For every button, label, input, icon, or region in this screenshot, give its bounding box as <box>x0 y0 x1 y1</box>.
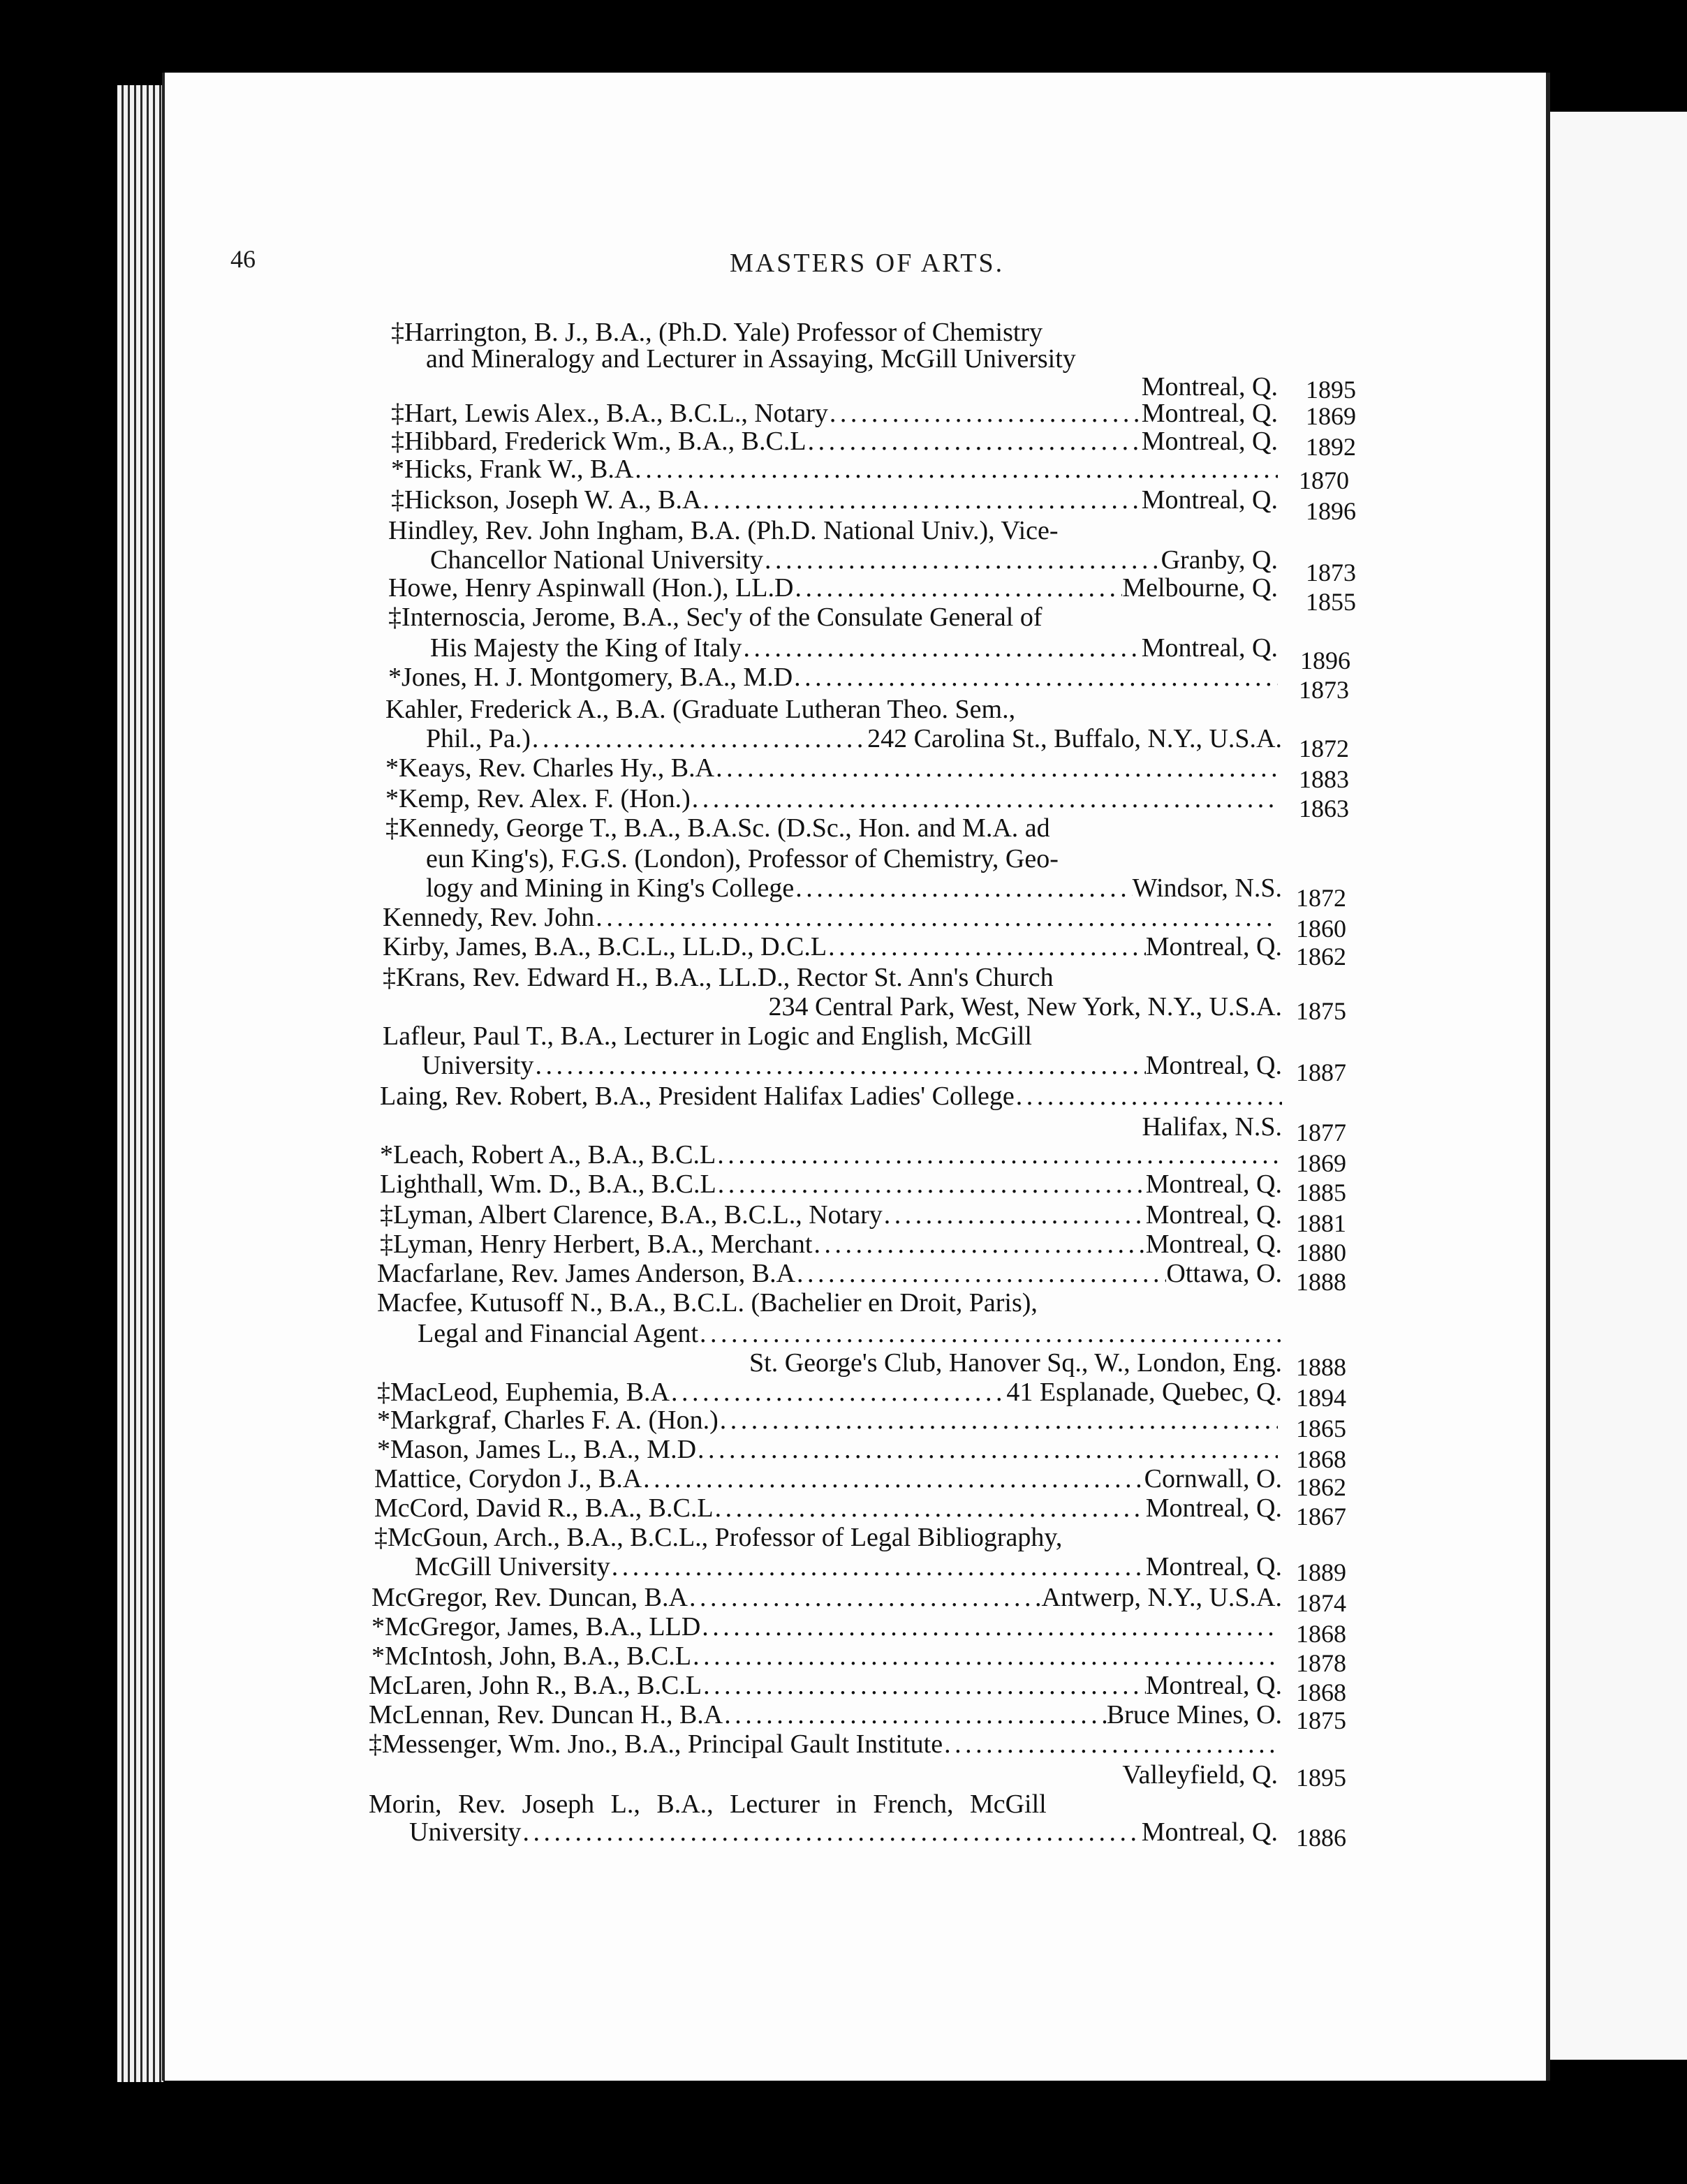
leader-dots <box>719 1403 1278 1437</box>
page-edge-stack <box>117 85 163 2082</box>
entry-line <box>409 1815 1278 1849</box>
entry-year: 1888 <box>1296 1268 1346 1296</box>
entry-year: 1855 <box>1306 588 1356 616</box>
entry-line <box>383 930 1282 964</box>
entry-name: University <box>422 1051 534 1080</box>
entry-line <box>383 901 1278 934</box>
entry-place: Montreal, Q. <box>1145 1671 1282 1700</box>
entry-name: *Markgraf, Charles F. A. (Hon.) <box>377 1405 719 1435</box>
entry-line <box>380 1167 1282 1201</box>
entry-line <box>422 1049 1282 1082</box>
entry-place: Windsor, N.S. <box>1132 873 1282 903</box>
entry-line: Hindley, Rev. John Ingham, B.A. (Ph.D. National Univ.), Vice- <box>388 516 1059 545</box>
leader-dots <box>633 452 1278 486</box>
entry-name: His Majesty the King of Italy <box>430 633 742 663</box>
entry-place: Montreal, Q. <box>1141 427 1278 456</box>
entry-line <box>385 751 1278 785</box>
entry-place: Montreal, Q. <box>1141 633 1278 663</box>
entry-line <box>380 1138 1282 1172</box>
entry-line <box>385 782 1278 816</box>
leader-dots <box>688 1581 1042 1614</box>
leader-dots <box>531 722 867 755</box>
entry-year: 1883 <box>1299 765 1349 793</box>
entry-name: *Jones, H. J. Montgomery, B.A., M.D <box>388 663 793 692</box>
entry-name: Chancellor National University <box>430 545 763 575</box>
entry-line <box>377 1257 1282 1290</box>
entry-year: 1874 <box>1296 1589 1346 1617</box>
leader-dots <box>793 661 1278 694</box>
entry-year: 1875 <box>1296 1706 1346 1734</box>
entry-year: 1896 <box>1306 497 1356 525</box>
entry-year: 1870 <box>1299 466 1349 494</box>
entry-year: 1875 <box>1296 997 1346 1025</box>
entry-name: McLaren, John R., B.A., B.C.L <box>369 1671 702 1700</box>
entry-place: Halifax, N.S. <box>1142 1112 1282 1142</box>
entry-line <box>377 1433 1278 1466</box>
entry-place: Montreal, Q. <box>1145 1552 1282 1581</box>
leader-dots <box>794 871 1132 905</box>
entry-name: McLennan, Rev. Duncan H., B.A <box>369 1700 723 1729</box>
entry-line <box>380 1079 1282 1113</box>
entry-year: 1881 <box>1296 1209 1346 1237</box>
entry-line: ‡Krans, Rev. Edward H., B.A., LL.D., Rector St. Ann's Church <box>383 963 1054 992</box>
entry-name: ‡Hibbard, Frederick Wm., B.A., B.C.L <box>391 427 806 456</box>
entry-year: 1873 <box>1306 559 1356 586</box>
entry-place: Granby, Q. <box>1161 545 1278 575</box>
leader-dots <box>723 1698 1107 1732</box>
entry-name: *McGregor, James, B.A., LLD <box>371 1612 701 1641</box>
entry-name: ‡Lyman, Henry Herbert, B.A., Merchant <box>380 1230 813 1259</box>
entry-year: 1872 <box>1299 735 1349 762</box>
leader-dots <box>696 1433 1278 1466</box>
entry-place: Montreal, Q. <box>1141 372 1278 401</box>
entry-place: Montreal, Q. <box>1145 1051 1282 1080</box>
entry-year: 1885 <box>1296 1179 1346 1207</box>
entry-name: ‡Hart, Lewis Alex., B.A., B.C.L., Notary <box>391 399 828 428</box>
entry-place: Valleyfield, Q. <box>1122 1760 1278 1790</box>
entry-line <box>391 452 1278 486</box>
entry-name: Mattice, Corydon J., B.A <box>374 1464 642 1493</box>
entry-place: Antwerp, N.Y., U.S.A. <box>1041 1583 1282 1612</box>
entry-line: Morin, Rev. Joseph L., B.A., Lecturer in French, McGill <box>369 1790 1047 1819</box>
entry-name: *Mason, James L., B.A., M.D <box>377 1435 697 1464</box>
entry-name: McCord, David R., B.A., B.C.L <box>374 1493 714 1523</box>
entry-year: 1895 <box>1296 1764 1346 1792</box>
leader-dots <box>702 1669 1146 1702</box>
entry-place: Cornwall, O. <box>1144 1464 1282 1493</box>
entry-name: McGill University <box>415 1552 610 1581</box>
entry-name: Kennedy, Rev. John <box>383 903 595 932</box>
entry-name: Phil., Pa.) <box>426 724 531 753</box>
entry-place: Montreal, Q. <box>1141 399 1278 428</box>
facing-page-edge <box>1547 112 1687 2060</box>
entry-name: logy and Mining in King's College <box>426 873 795 903</box>
entry-name: *Kemp, Rev. Alex. F. (Hon.) <box>385 784 691 813</box>
entry-year: 1867 <box>1296 1503 1346 1530</box>
entry-name: University <box>409 1817 522 1847</box>
leader-dots <box>716 1138 1282 1172</box>
entry-line: ‡Harrington, B. J., B.A., (Ph.D. Yale) Professor of Chemistry <box>391 318 1043 347</box>
entry-line <box>371 1639 1278 1673</box>
entry-place: Montreal, Q. <box>1145 1170 1282 1199</box>
entry-line <box>426 871 1282 905</box>
entry-place: Montreal, Q. <box>1145 1200 1282 1230</box>
entry-place: Montreal, Q. <box>1141 1817 1278 1847</box>
entry-name: *Keays, Rev. Charles Hy., B.A <box>385 753 715 783</box>
entry-name: ‡Hickson, Joseph W. A., B.A <box>391 485 702 515</box>
entry-line <box>418 1317 1282 1350</box>
entry-line <box>388 661 1278 694</box>
entry-name: Howe, Henry Aspinwall (Hon.), LL.D <box>388 573 794 603</box>
entry-name: Lighthall, Wm. D., B.A., B.C.L <box>380 1170 716 1199</box>
entry-name: *Hicks, Frank W., B.A <box>391 455 634 484</box>
entry-place: Montreal, Q. <box>1145 1230 1282 1259</box>
entry-line <box>369 1727 1274 1761</box>
entry-line <box>380 1198 1282 1232</box>
entry-place: Bruce Mines, O. <box>1106 1700 1282 1729</box>
entry-place: St. George's Club, Hanover Sq., W., London, Eng. <box>749 1348 1282 1378</box>
entry-line: ‡Kennedy, George T., B.A., B.A.Sc. (D.Sc., Hon. and M.A. ad <box>385 813 1050 843</box>
entry-name: Kirby, James, B.A., B.C.L., LL.D., D.C.L <box>383 932 827 961</box>
entry-year: 1873 <box>1299 676 1349 704</box>
entry-year: 1887 <box>1296 1058 1346 1086</box>
entry-place: 234 Central Park, West, New York, N.Y., U.S.A. <box>768 992 1282 1021</box>
leader-dots <box>533 1049 1145 1082</box>
entry-line: Kahler, Frederick A., B.A. (Graduate Lutheran Theo. Sem., <box>385 695 1016 724</box>
entry-year: 1869 <box>1306 402 1356 430</box>
entry-line <box>374 1491 1282 1525</box>
leader-dots <box>521 1815 1141 1849</box>
entry-year: 1888 <box>1296 1353 1346 1381</box>
entry-line <box>369 1669 1282 1702</box>
leader-dots <box>883 1198 1146 1232</box>
entry-name: McGregor, Rev. Duncan, B.A <box>371 1583 688 1612</box>
entry-line: and Mineralogy and Lecturer in Assaying, McGill University <box>426 344 1076 374</box>
entry-place: Montreal, Q. <box>1141 485 1278 515</box>
entry-year: 1892 <box>1306 433 1356 461</box>
entry-name: Laing, Rev. Robert, B.A., President Halifax Ladies' College <box>380 1082 1015 1111</box>
entry-place: 242 Carolina St., Buffalo, N.Y., U.S.A. <box>867 724 1282 753</box>
entry-year: 1878 <box>1296 1649 1346 1677</box>
leader-dots <box>698 1317 1282 1350</box>
entry-year: 1895 <box>1306 376 1356 404</box>
entry-year: 1896 <box>1300 647 1350 674</box>
entry-line <box>430 631 1278 665</box>
entry-place: Montreal, Q. <box>1145 932 1282 961</box>
entry-year: 1868 <box>1296 1678 1346 1706</box>
entry-line <box>415 1550 1282 1584</box>
entry-name: Macfarlane, Rev. James Anderson, B.A <box>377 1259 796 1288</box>
leader-dots <box>594 901 1278 934</box>
entry-year: 1869 <box>1296 1149 1346 1177</box>
entry-line: Macfee, Kutusoff N., B.A., B.C.L. (Bachelier en Droit, Paris), <box>377 1288 1038 1318</box>
entry-line <box>371 1610 1278 1644</box>
entry-line <box>374 1462 1282 1496</box>
leader-dots <box>793 571 1122 605</box>
entry-line <box>380 1227 1282 1261</box>
leader-dots <box>610 1550 1146 1584</box>
leader-dots <box>943 1727 1274 1761</box>
entry-line <box>377 1403 1278 1437</box>
entry-name: *McIntosh, John, B.A., B.C.L <box>371 1641 692 1671</box>
leader-dots <box>795 1257 1166 1290</box>
entry-year: 1863 <box>1299 795 1349 822</box>
entry-line <box>371 1581 1282 1614</box>
leader-dots <box>827 930 1146 964</box>
leader-dots <box>642 1462 1144 1496</box>
entry-year: 1860 <box>1296 915 1346 943</box>
running-head: MASTERS OF ARTS. <box>730 249 1005 278</box>
leader-dots <box>701 483 1141 517</box>
leader-dots <box>1015 1079 1282 1113</box>
entry-place: Montreal, Q. <box>1145 1493 1282 1523</box>
leader-dots <box>700 1610 1278 1644</box>
entry-name: *Leach, Robert A., B.A., B.C.L <box>380 1140 716 1170</box>
entry-year: 1868 <box>1296 1620 1346 1648</box>
entry-year: 1889 <box>1296 1558 1346 1586</box>
leader-dots <box>714 1491 1146 1525</box>
entry-line: Lafleur, Paul T., B.A., Lecturer in Logic and English, McGill <box>383 1021 1032 1051</box>
entry-line <box>426 722 1282 755</box>
entry-year: 1894 <box>1296 1384 1346 1412</box>
leader-dots <box>691 1639 1278 1673</box>
entry-year: 1880 <box>1296 1239 1346 1267</box>
entry-line <box>388 571 1278 605</box>
entry-year: 1872 <box>1296 884 1346 912</box>
entry-year: 1877 <box>1296 1119 1346 1146</box>
entry-line <box>391 483 1278 517</box>
leader-dots <box>812 1227 1145 1261</box>
entry-line: eun King's), F.G.S. (London), Professor of Chemistry, Geo- <box>426 844 1059 873</box>
leader-dots <box>714 751 1278 785</box>
entry-place: Ottawa, O. <box>1166 1259 1282 1288</box>
leader-dots <box>716 1167 1146 1201</box>
entry-place: 41 Esplanade, Quebec, Q. <box>1006 1378 1282 1407</box>
page-number: 46 <box>230 245 256 273</box>
entry-place: Melbourne, Q. <box>1122 573 1278 603</box>
entry-year: 1862 <box>1296 1473 1346 1501</box>
leader-dots <box>691 782 1278 816</box>
entry-name: ‡Messenger, Wm. Jno., B.A., Principal Gault Institute <box>369 1729 943 1759</box>
entry-name: Legal and Financial Agent <box>418 1319 699 1348</box>
entry-year: 1886 <box>1296 1824 1346 1852</box>
entry-line <box>369 1698 1282 1732</box>
entry-name: ‡Lyman, Albert Clarence, B.A., B.C.L., Notary <box>380 1200 883 1230</box>
entry-name: ‡MacLeod, Euphemia, B.A <box>377 1378 670 1407</box>
entry-line: ‡McGoun, Arch., B.A., B.C.L., Professor of Legal Bibliography, <box>374 1523 1063 1552</box>
entry-year: 1868 <box>1296 1445 1346 1473</box>
entry-line: ‡Internoscia, Jerome, B.A., Sec'y of the Consulate General of <box>388 603 1043 632</box>
leader-dots <box>742 631 1141 665</box>
entry-year: 1865 <box>1296 1415 1346 1443</box>
entry-year: 1862 <box>1296 943 1346 971</box>
